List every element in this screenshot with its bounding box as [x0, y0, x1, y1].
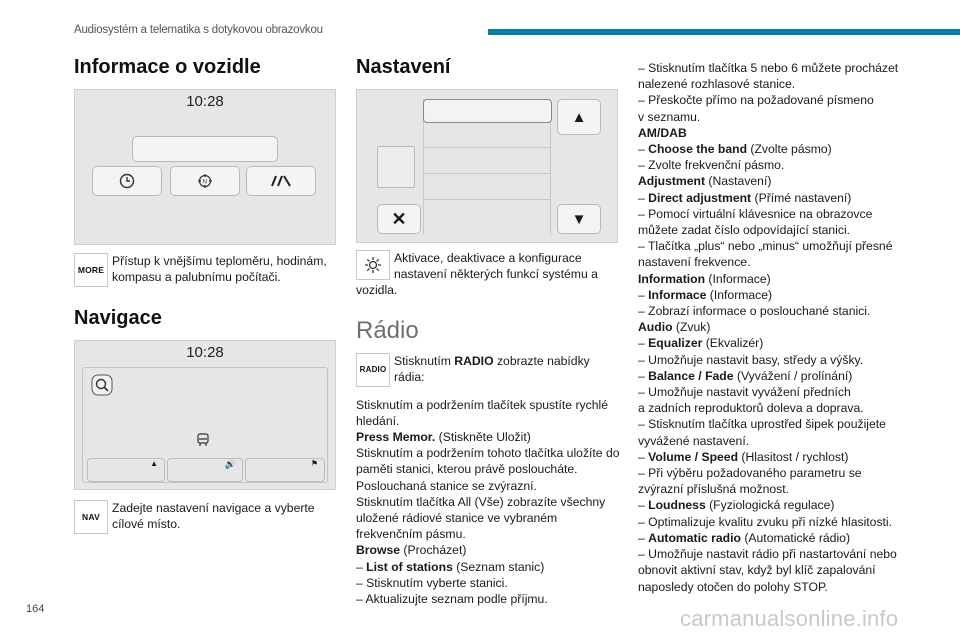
text-line: [638, 481, 938, 497]
dash-bullet: –: [638, 547, 649, 562]
text-line: [356, 461, 620, 477]
line-text: (Automatické rádio): [740, 530, 851, 545]
text-line: [356, 591, 620, 607]
line-text: v seznamu.: [638, 109, 701, 124]
clock-button: [92, 166, 162, 196]
text-line: [638, 579, 938, 595]
line-text: Optimalizuje kvalitu zvuku při nízké hlasitosti.: [648, 514, 893, 529]
bold-term: AM/DAB: [638, 125, 687, 140]
dash-bullet: –: [638, 142, 649, 157]
text-line: [638, 319, 938, 335]
column-3: [638, 60, 938, 595]
line-text: (Informace): [705, 271, 771, 286]
text-line: [638, 352, 938, 368]
line-text: Pomocí virtuální klávesnice na obrazovce: [648, 206, 873, 221]
text-line: [638, 60, 938, 76]
line-text: (Přímé nastavení): [751, 190, 852, 205]
close-button: [377, 204, 421, 234]
line-text: Umožňuje nastavit vyvážení předních: [648, 385, 851, 400]
radio-heading: Rádio: [356, 316, 419, 344]
text-line: [638, 238, 938, 254]
line-text: Tlačítka „plus“ nebo „minus“ umožňují přesné: [647, 239, 893, 254]
line-text: Umožňuje nastavit rádio při nastartování nebo: [648, 547, 897, 562]
bold-term: List of stations: [366, 559, 453, 574]
line-text: Stisknutím a podržením tlačítek spustíte rychlé: [356, 397, 608, 412]
text-line: [356, 542, 620, 558]
column-2: [356, 56, 620, 607]
line-text: Aktualizujte seznam podle příjmu.: [365, 592, 548, 607]
line-text: nastavení frekvence.: [638, 255, 751, 270]
dash-bullet: –: [638, 498, 649, 513]
scroll-up-button: [557, 99, 601, 135]
line-text: (Fyziologická regulace): [705, 498, 835, 513]
trip-computer-button: [246, 166, 316, 196]
triangle-up-icon: ▲: [571, 108, 587, 126]
line-text: naposledy otočen do polohy STOP.: [638, 579, 828, 594]
navigation-description: Zadejte nastavení navigace a vyberte cílové místo.: [112, 501, 315, 531]
volume-icon: 🔊: [224, 459, 236, 469]
text-line: [638, 416, 938, 432]
text-line: [638, 287, 938, 303]
text-line: [638, 157, 938, 173]
nav-tab-3: [245, 458, 325, 482]
arrow-up-icon: ▲: [150, 459, 158, 468]
settings-screen: [356, 89, 618, 243]
bold-term: Direct adjustment: [648, 190, 752, 205]
line-text: (Informace): [706, 287, 773, 302]
header-accent-bar: [488, 29, 960, 35]
column-1: [74, 56, 338, 534]
text-line: [638, 400, 938, 416]
dash-bullet: –: [356, 575, 367, 590]
bold-term: Volume / Speed: [648, 449, 739, 464]
text-line: [638, 254, 938, 270]
line-text: Stisknutím tlačítka uprostřed šipek použijete: [648, 417, 886, 432]
line-text: hledání.: [356, 413, 400, 428]
line-text: obnovit aktivní stav, když byl klíč zapalování: [638, 563, 876, 578]
text-line: [638, 303, 938, 319]
nav-tab-1: [87, 458, 165, 482]
dash-bullet: –: [638, 93, 649, 108]
text-line: [638, 92, 938, 108]
dash-bullet: –: [638, 206, 649, 221]
text-line: [356, 510, 620, 526]
trip-computer-icon: [270, 174, 292, 188]
dash-bullet: –: [638, 336, 649, 351]
bold-term: Choose the band: [648, 142, 748, 157]
nav-tab-2: [167, 458, 243, 482]
nav-button-icon: NAV: [74, 500, 108, 534]
settings-list-selected-item: [423, 99, 552, 123]
screen-blank-button: [132, 136, 278, 162]
line-text: a zadních reproduktorů doleva a doprava.: [638, 401, 864, 416]
triangle-down-icon: ▼: [571, 210, 587, 228]
dash-bullet: –: [638, 449, 649, 464]
text-line: [638, 562, 938, 578]
text-line: [356, 397, 620, 413]
dash-bullet: –: [356, 592, 366, 607]
line-text: Stisknutím vyberte stanici.: [366, 575, 508, 590]
line-text: uložené rádiové stanice ve vybraném: [356, 511, 558, 526]
dash-bullet: –: [638, 239, 648, 254]
line-text: Zvolte frekvenční pásmo.: [648, 158, 785, 173]
more-button-icon: MORE: [74, 253, 108, 287]
text-line: [356, 413, 620, 429]
settings-description: Aktivace, deaktivace a konfigurace nastavení některých funkcí systému a vozidla.: [356, 251, 598, 298]
text-line: [356, 445, 620, 461]
screen-clock: 10:28: [186, 93, 224, 110]
map-search-icon: [91, 374, 113, 396]
text-line: [638, 271, 938, 287]
vehicle-info-screen: [74, 89, 336, 245]
dash-bullet: –: [638, 304, 649, 319]
line-text: Přeskočte přímo na požadované písmeno: [648, 93, 874, 108]
radio-button-icon: RADIO: [356, 353, 390, 387]
text-line: [638, 368, 938, 384]
navigation-screen: [74, 340, 336, 490]
dash-bullet: –: [638, 466, 649, 481]
dash-bullet: –: [638, 385, 649, 400]
compass-button: [170, 166, 240, 196]
dash-bullet: –: [638, 368, 649, 383]
text-line: [356, 494, 620, 510]
text-line: [638, 449, 938, 465]
scroll-down-button: [557, 204, 601, 234]
text-line: [638, 514, 938, 530]
text-line: [638, 76, 938, 92]
text-line: [638, 497, 938, 513]
settings-gear-icon: [356, 250, 390, 280]
dash-bullet: –: [638, 190, 649, 205]
text-line: [638, 125, 938, 141]
dash-bullet: –: [638, 287, 649, 302]
vehicle-position-icon: [195, 432, 211, 448]
line-text: frekvenčním pásmu.: [356, 527, 466, 542]
radio-intro: Stisknutím RADIO zobrazte nabídky rádia:: [394, 353, 590, 384]
line-text: Při výběru požadovaného parametru se: [648, 466, 862, 481]
bold-term: Automatic radio: [648, 530, 741, 545]
text-line: [638, 465, 938, 481]
text-line: [356, 429, 620, 445]
line-text: (Stiskněte Uložit): [435, 430, 531, 445]
line-text: Poslouchaná stanice se zvýrazní.: [356, 478, 537, 493]
bold-term: Balance / Fade: [648, 368, 734, 383]
dash-bullet: –: [638, 158, 649, 173]
text-line: [638, 190, 938, 206]
close-icon: ✕: [391, 208, 407, 229]
line-text: můžete zadat číslo odpovídající stanici.: [638, 223, 851, 238]
line-text: (Zvuk): [672, 320, 711, 335]
running-header: Audiosystém a telematika s dotykovou obrazovkou: [74, 24, 323, 36]
page-number: 164: [26, 603, 45, 615]
map-area: [82, 367, 328, 483]
vehicle-info-heading: Informace o vozidle: [74, 56, 261, 78]
svg-text:N: N: [202, 179, 207, 186]
line-text: (Procházet): [400, 543, 467, 558]
bold-term: Adjustment: [638, 174, 706, 189]
settings-heading: Nastavení: [356, 56, 451, 78]
text-line: [638, 335, 938, 351]
text-line: [638, 109, 938, 125]
line-text: (Seznam stanic): [452, 559, 545, 574]
line-text: (Hlasitost / rychlost): [738, 449, 849, 464]
line-text: (Ekvalizér): [702, 336, 764, 351]
text-line: [638, 546, 938, 562]
dash-bullet: –: [638, 514, 649, 529]
line-text: Stisknutím tlačítka 5 nebo 6 můžete procházet: [648, 61, 899, 75]
bold-term: Informace: [648, 287, 707, 302]
dash-bullet: –: [638, 352, 649, 367]
text-line: [356, 575, 620, 591]
text-line: [356, 478, 620, 494]
radio-body: [356, 397, 620, 608]
dash-bullet: –: [638, 530, 649, 545]
screen-clock: 10:28: [186, 344, 224, 361]
compass-icon: [197, 173, 213, 189]
settings-description-row: [356, 250, 620, 299]
line-text: nalezené rozhlasové stanice.: [638, 77, 796, 92]
line-text: (Vyvážení / prolínání): [733, 368, 853, 383]
line-text: paměti stanici, kterou právě posloucháte.: [356, 462, 578, 477]
bold-term: Audio: [638, 320, 673, 335]
text-line: [638, 222, 938, 238]
bold-term: Browse: [356, 543, 401, 558]
line-text: Stisknutím tlačítka All (Vše) zobrazíte všechny: [356, 494, 606, 509]
text-line: [356, 526, 620, 542]
settings-side-panel: [377, 146, 415, 188]
bold-term: Equalizer: [648, 336, 703, 351]
destination-flag-icon: ⚑: [310, 459, 318, 468]
settings-list: [423, 99, 551, 235]
text-line: [638, 206, 938, 222]
text-line: [638, 384, 938, 400]
bold-term: Information: [638, 271, 706, 286]
vehicle-info-description-row: [74, 253, 338, 287]
watermark: carmanualsonline.info: [680, 606, 899, 631]
dash-bullet: –: [638, 417, 649, 432]
text-line: [356, 559, 620, 575]
clock-icon: [119, 173, 135, 189]
line-text: (Zvolte pásmo): [747, 142, 832, 157]
dash-bullet: –: [638, 61, 649, 75]
radio-intro-row: [356, 353, 620, 387]
line-text: (Nastavení): [705, 174, 772, 189]
line-text: Zobrazí informace o poslouchané stanici.: [648, 304, 871, 319]
navigation-description-row: [74, 500, 338, 534]
line-text: vyvážené nastavení.: [638, 433, 750, 448]
navigation-heading: Navigace: [74, 307, 162, 329]
bold-term: Press Memor.: [356, 430, 436, 445]
text-line: [638, 530, 938, 546]
line-text: zvýrazní příslušná možnost.: [638, 482, 790, 497]
text-line: [638, 141, 938, 157]
line-text: Umožňuje nastavit basy, středy a výšky.: [648, 352, 864, 367]
line-text: Stisknutím a podržením tohoto tlačítka uložíte do: [356, 446, 620, 461]
bold-term: Loudness: [648, 498, 706, 513]
dash-bullet: –: [356, 559, 367, 574]
text-line: [638, 433, 938, 449]
text-line: [638, 173, 938, 189]
vehicle-info-description: Přístup k vnějšímu teploměru, hodinám, kompasu a palubnímu počítači.: [112, 254, 327, 284]
